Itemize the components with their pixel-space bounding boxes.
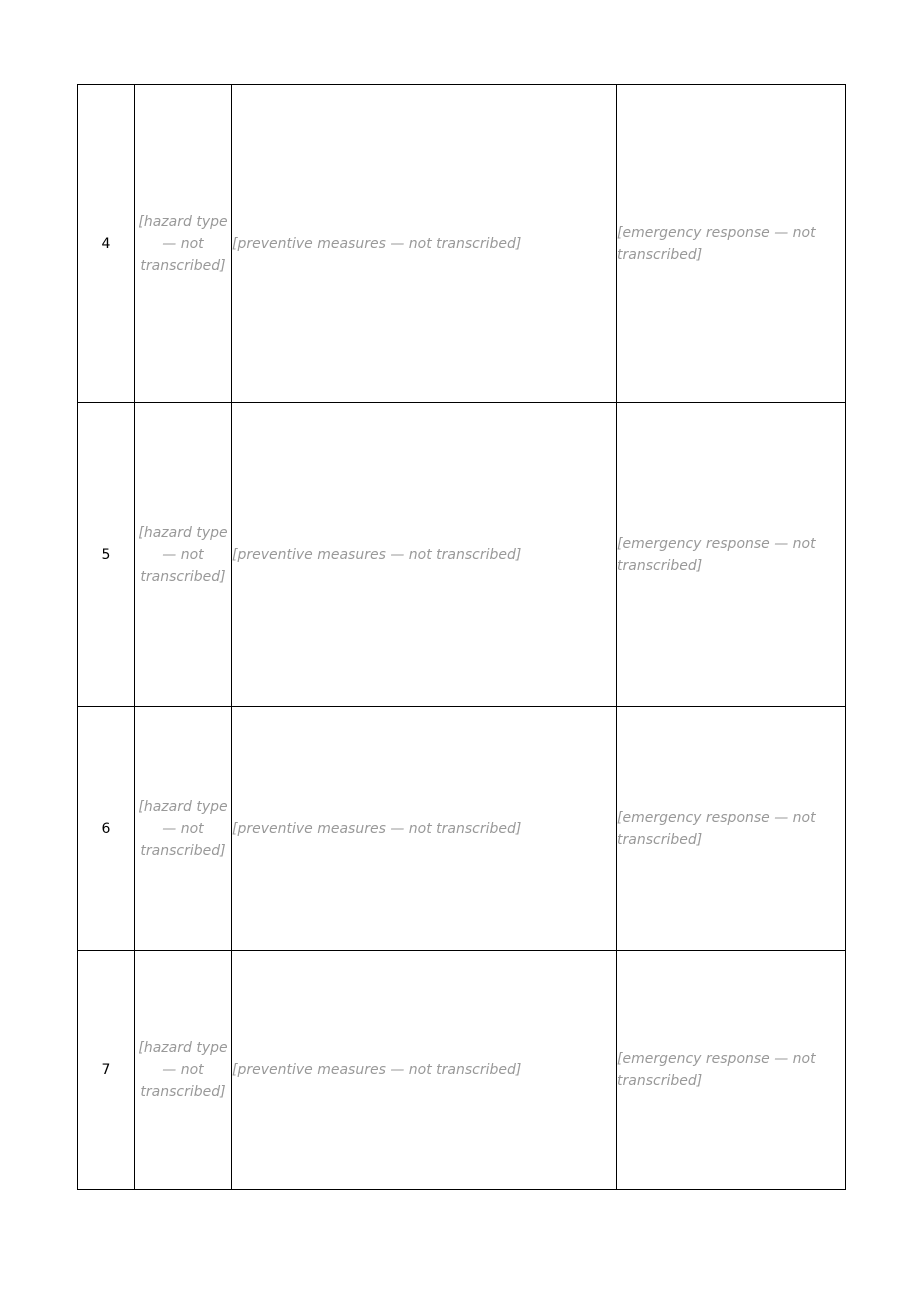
hazard-type-placeholder: [hazard type — not transcribed] [138, 1040, 228, 1100]
hazard-type [135, 403, 232, 707]
preventive-measures [232, 85, 617, 403]
preventive-measures-placeholder: [preventive measures — not transcribed] [232, 546, 522, 563]
table-row [78, 707, 846, 951]
row-number: 6 [78, 707, 135, 951]
row-number: 7 [78, 951, 135, 1190]
row-number: 4 [78, 85, 135, 403]
emergency-response-placeholder: [emergency response — not transcribed] [617, 535, 816, 574]
emergency-response-placeholder: [emergency response — not transcribed] [617, 1051, 816, 1089]
table-row [78, 85, 846, 403]
emergency-response [617, 707, 846, 951]
hazard-type-placeholder: [hazard type — not transcribed] [138, 524, 228, 585]
emergency-response [617, 85, 846, 403]
table-row [78, 951, 846, 1190]
hazard-type [135, 951, 232, 1190]
hazard-type [135, 707, 232, 951]
hazard-type [135, 85, 232, 403]
hazard-type-placeholder: [hazard type — not transcribed] [138, 213, 228, 274]
preventive-measures [232, 707, 617, 951]
preventive-measures-placeholder: [preventive measures — not transcribed] [232, 1062, 522, 1078]
emergency-response [617, 951, 846, 1190]
hazard-measures-table [77, 84, 846, 1190]
table-row [78, 403, 846, 707]
preventive-measures [232, 403, 617, 707]
row-number: 5 [78, 403, 135, 707]
emergency-response [617, 403, 846, 707]
emergency-response-placeholder: [emergency response — not transcribed] [617, 224, 816, 263]
preventive-measures-placeholder: [preventive measures — not transcribed] [232, 820, 522, 837]
preventive-measures [232, 951, 617, 1190]
hazard-type-placeholder: [hazard type — not transcribed] [138, 798, 228, 859]
emergency-response-placeholder: [emergency response — not transcribed] [617, 809, 816, 848]
preventive-measures-placeholder: [preventive measures — not transcribed] [232, 235, 522, 252]
